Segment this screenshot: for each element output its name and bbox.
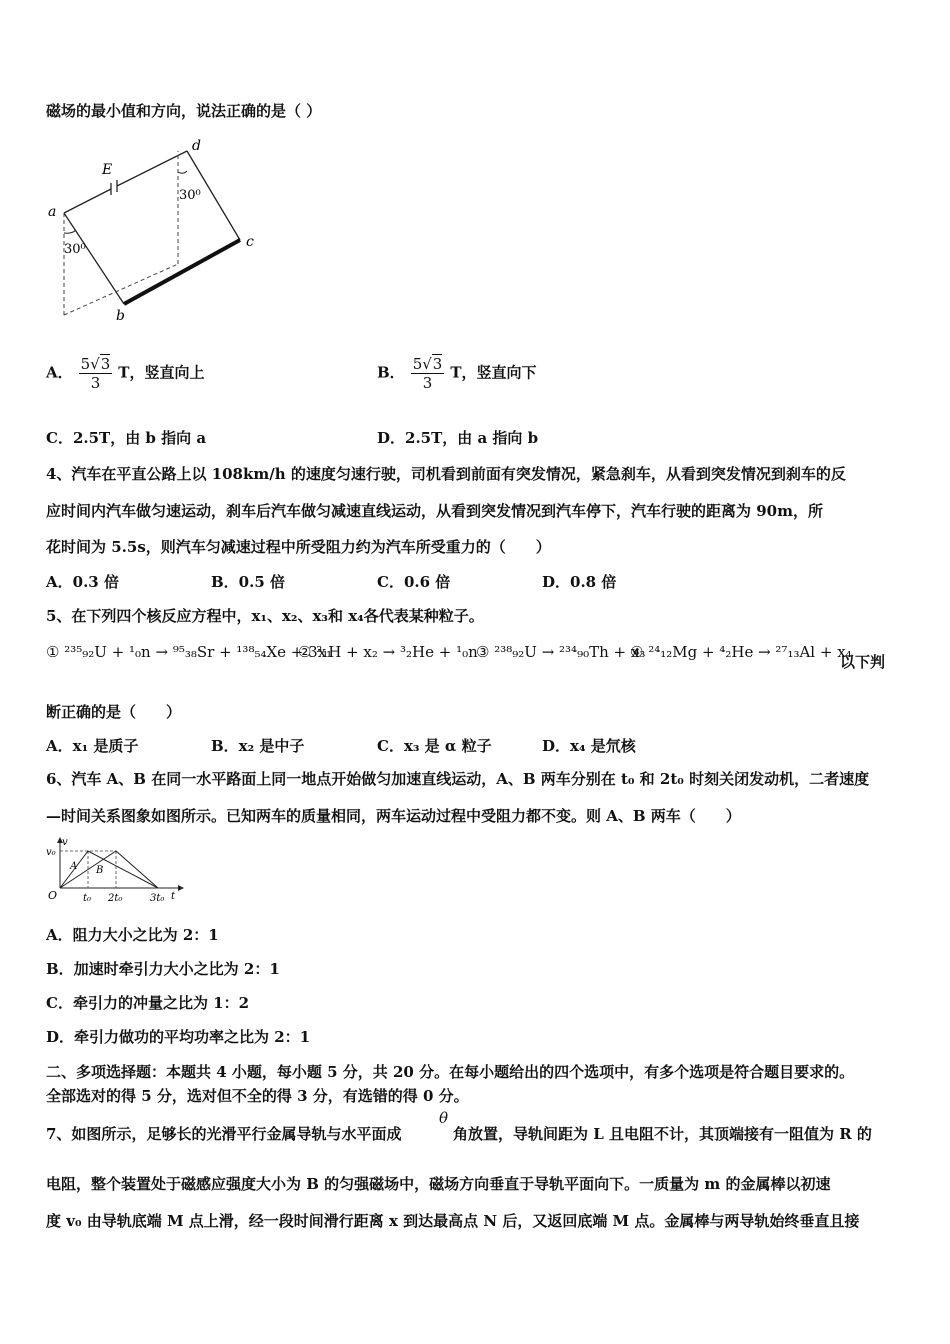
q4-option-b: B．0.5 倍 (211, 573, 285, 591)
q5-equation-1: ① ²³⁵₉₂U + ¹₀n → ⁹⁵₃₈Sr + ¹³⁸₅₄Xe + 3x₁ (46, 643, 333, 661)
label-v0: v₀ (46, 847, 56, 858)
q7-line-3: 度 v₀ 由导轨底端 M 点上滑，经一段时间滑行距离 x 到达最高点 N 后，又返回底端 M 点。金属棒与两导轨始终垂直且接 (46, 1212, 860, 1230)
q7-line-2: 电阻，整个装置处于磁感应强度大小为 B 的匀强磁场中，磁场方向垂直于导轨平面向下。一质量为 m 的金属棒以初速 (46, 1175, 831, 1193)
q5-line-1: 5、在下列四个核反应方程中，x₁、x₂、x₃和 x₄各代表某种粒子。 (46, 607, 484, 625)
angle-d: 30⁰ (179, 188, 201, 203)
q6-vt-graph (44, 836, 184, 908)
q5-equation-4: ④ ²⁴₁₂Mg + ⁴₂He → ²⁷₁₃Al + x₄ (630, 643, 852, 661)
label-d: d (192, 138, 201, 154)
origin-O: O (48, 889, 58, 902)
q6-line-2: —时间关系图象如图所示。已知两车的质量相同，两车运动过程中受阻力都不变。则 A、B 两车（ ） (46, 807, 741, 825)
line-A: A (70, 861, 78, 872)
q5-option-d: D．x₄ 是氘核 (542, 737, 636, 755)
q3-stem: 磁场的最小值和方向，说法正确的是（ ） (46, 102, 322, 120)
q4-option-d: D．0.8 倍 (542, 573, 617, 591)
tick-3t0: 3t₀ (150, 893, 165, 904)
label-a: a (48, 204, 57, 220)
q6-option-a: A．阻力大小之比为 2：1 (46, 926, 219, 944)
q4-option-a: A．0.3 倍 (46, 573, 119, 591)
section2-line-1: 二、多项选择题：本题共 4 小题，每小题 5 分，共 20 分。在每小题给出的四个选项中，有多个选项是符合题目要求的。 (46, 1063, 855, 1081)
q5-option-a: A．x₁ 是质子 (46, 737, 139, 755)
label-b: b (116, 308, 125, 324)
section2-line-2: 全部选对的得 5 分，选对但不全的得 3 分，有选错的得 0 分。 (46, 1087, 469, 1105)
q3-option-a: A． $\frac{5√3}{3}$ T，竖直向上 (46, 355, 205, 392)
label-c: c (246, 234, 254, 250)
q5-option-b: B．x₂ 是中子 (211, 737, 305, 755)
line-B: B (96, 865, 104, 876)
label-E: E (102, 162, 113, 178)
axis-t: t (171, 891, 176, 902)
q7-theta: θ (439, 1109, 449, 1127)
q4-line-3: 花时间为 5.5s，则汽车匀减速过程中所受阻力约为汽车所受重力的（ ） (46, 538, 551, 556)
angle-a: 30⁰ (64, 242, 86, 257)
q5-equation-2: ② ²₁H + x₂ → ³₂He + ¹₀n (298, 643, 478, 661)
q3-option-b: B． $\frac{5√3}{3}$ T，竖直向下 (377, 355, 537, 392)
q5-eq-tail: 以下判 (840, 653, 886, 671)
q4-line-1: 4、汽车在平直公路上以 108km/h 的速度匀速行驶，司机看到前面有突发情况，紧急刹车，从看到突发情况到刹车的反 (46, 465, 846, 483)
q4-option-c: C．0.6 倍 (377, 573, 451, 591)
q4-line-2: 应时间内汽车做匀速运动，刹车后汽车做匀减速直线运动，从看到突发情况到汽车停下，汽车行驶的距离为 90m，所 (46, 502, 823, 520)
tick-t0: t₀ (83, 893, 92, 904)
tick-2t0: 2t₀ (108, 893, 123, 904)
q6-option-b: B．加速时牵引力大小之比为 2：1 (46, 960, 280, 978)
q5-line-3: 断正确的是（ ） (46, 703, 182, 721)
q6-option-c: C．牵引力的冲量之比为 1：2 (46, 994, 250, 1012)
q5-equation-3: ③ ²³⁸₉₂U → ²³⁴₉₀Th + x₃ (476, 643, 646, 661)
q3-option-d: D．2.5T，由 a 指向 b (377, 429, 539, 447)
q7-line-1b: 角放置，导轨间距为 L 且电阻不计，其顶端接有一阻值为 R 的 (453, 1125, 872, 1143)
q3-circuit-figure (40, 130, 270, 325)
q3-option-c: C．2.5T，由 b 指向 a (46, 429, 207, 447)
axis-v: v (62, 837, 68, 848)
q5-option-c: C．x₃ 是 α 粒子 (377, 737, 492, 755)
q7-line-1a: 7、如图所示，足够长的光滑平行金属导轨与水平面成 (46, 1125, 402, 1143)
q6-line-1: 6、汽车 A、B 在同一水平路面上同一地点开始做匀加速直线运动，A、B 两车分别在 t₀ 和 2t₀ 时刻关闭发动机，二者速度 (46, 770, 870, 788)
q6-option-d: D．牵引力做功的平均功率之比为 2：1 (46, 1028, 311, 1046)
